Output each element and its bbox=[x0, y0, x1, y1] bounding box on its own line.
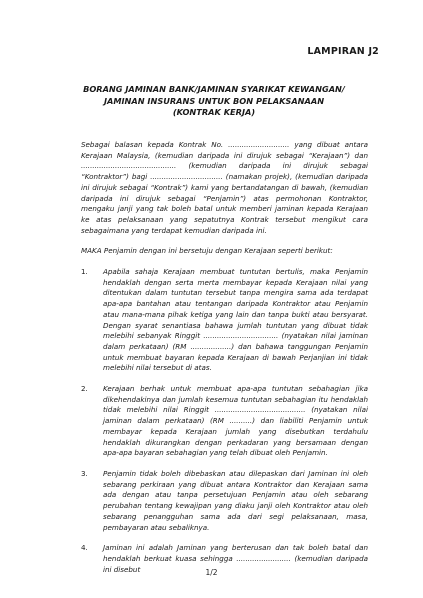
clause-number: 1. bbox=[81, 267, 88, 277]
clause-text: Jaminan ini adalah Jaminan yang berterusan dan tak boleh batal dan hendaklah berkuat kuasa sehingga ........................ (kemudian daripada ini disebut bbox=[103, 543, 368, 574]
clause-number: 2. bbox=[81, 384, 88, 394]
clause-3 bbox=[81, 469, 368, 533]
clause-2 bbox=[81, 384, 368, 459]
title-line-1: BORANG JAMINAN BANK/JAMINAN SYARIKAT KEWANGAN/ bbox=[83, 84, 345, 94]
clause-1 bbox=[81, 267, 368, 374]
document-title bbox=[60, 84, 368, 119]
intro-paragraph: Sebagai balasan kepada Kontrak No. ........................... yang dibuat antara Kerajaan Malaysia, (kemudian daripada ini dirujuk sebagai “Kerajaan”) dan .......................................... (kemudian daripada ini dirujuk sebagai “Kontraktor”) bagi ................................ (namakan projek), (kemudian daripada ini dirujuk sebagai “Kontrak”) kami yang bertandatangan di bawah, (kemudian daripada ini dirujuk sebagai “Penjamin”) atas permohonan Kontraktor, mengaku janji yang tak boleh batal untuk memberi jaminan kepada Kerajaan ke atas pelaksanaan yang sepatutnya Kontrak tersebut mengikut cara sebagaimana yang terdapat kemudian daripada ini. bbox=[81, 140, 368, 235]
page-number: 1/2 bbox=[205, 568, 218, 577]
title-line-3: (KONTRAK KERJA) bbox=[172, 107, 256, 117]
clause-number: 4. bbox=[81, 543, 88, 553]
appendix-label: LAMPIRAN J2 bbox=[307, 46, 379, 57]
title-line-2: JAMINAN INSURANS UNTUK BON PELAKSANAAN bbox=[103, 95, 325, 106]
clause-text: Apabila sahaja Kerajaan membuat tuntutan bertulis, maka Penjamin hendaklah dengan serta merta membayar kepada Kerajaan nilai yang ditentukan dalam tuntutan tersebut tanpa mengira sama ada terdapat apa-apa bantahan atau tentangan daripada Kontraktor atau Penjamin atau mana-mana pihak ketiga yang lain dan tanpa bukti atau bersyarat. Dengan syarat senantiasa bahawa jumlah tuntutan yang dibuat tidak melebihi sebanyak Ringgit ................................. (nyatakan nilai jaminan dalam perkataan) (RM ..................) dan bahawa tanggungan Penjamin untuk membuat bayaran kepada Kerajaan di bawah Perjanjian ini tidak melebihi nilai tersebut di atas. bbox=[103, 267, 368, 373]
clause-number: 3. bbox=[81, 468, 88, 478]
maka-statement: MAKA Penjamin dengan ini bersetuju dengan Kerajaan seperti berikut: bbox=[81, 246, 333, 256]
clause-text: Penjamin tidak boleh dibebaskan atau dilepaskan dari Jaminan ini oleh sebarang perkiraan yang dibuat antara Kontraktor dan Kerajaan sama ada dengan atau tanpa persetujuan Penjamin atau oleh sebarang perubahan tentang kewajipan yang diaku janji oleh Kontraktor atau oleh sebarang penangguhan sama ada dari segi pelaksanaan, masa, pembayaran atau sebaliknya. bbox=[103, 468, 368, 532]
document-body bbox=[81, 140, 368, 575]
clause-text: Kerajaan berhak untuk membuat apa-apa tuntutan sebahagian jika dikehendakinya dan jumlah kesemua tuntutan sebahagian itu hendaklah tidak melebihi nilai Ringgit ........................................ (nyatakan nilai jaminan dalam perkataan) (RM ..........) dan liabiliti Penjamin untuk membayar kepada Kerajaan jumlah yang disebutkan terdahulu hendaklah dikurangkan dengan perkadaran yang bersamaan dengan apa-apa bayaran sebahagian yang telah dibuat oleh Penjamin. bbox=[103, 384, 368, 458]
